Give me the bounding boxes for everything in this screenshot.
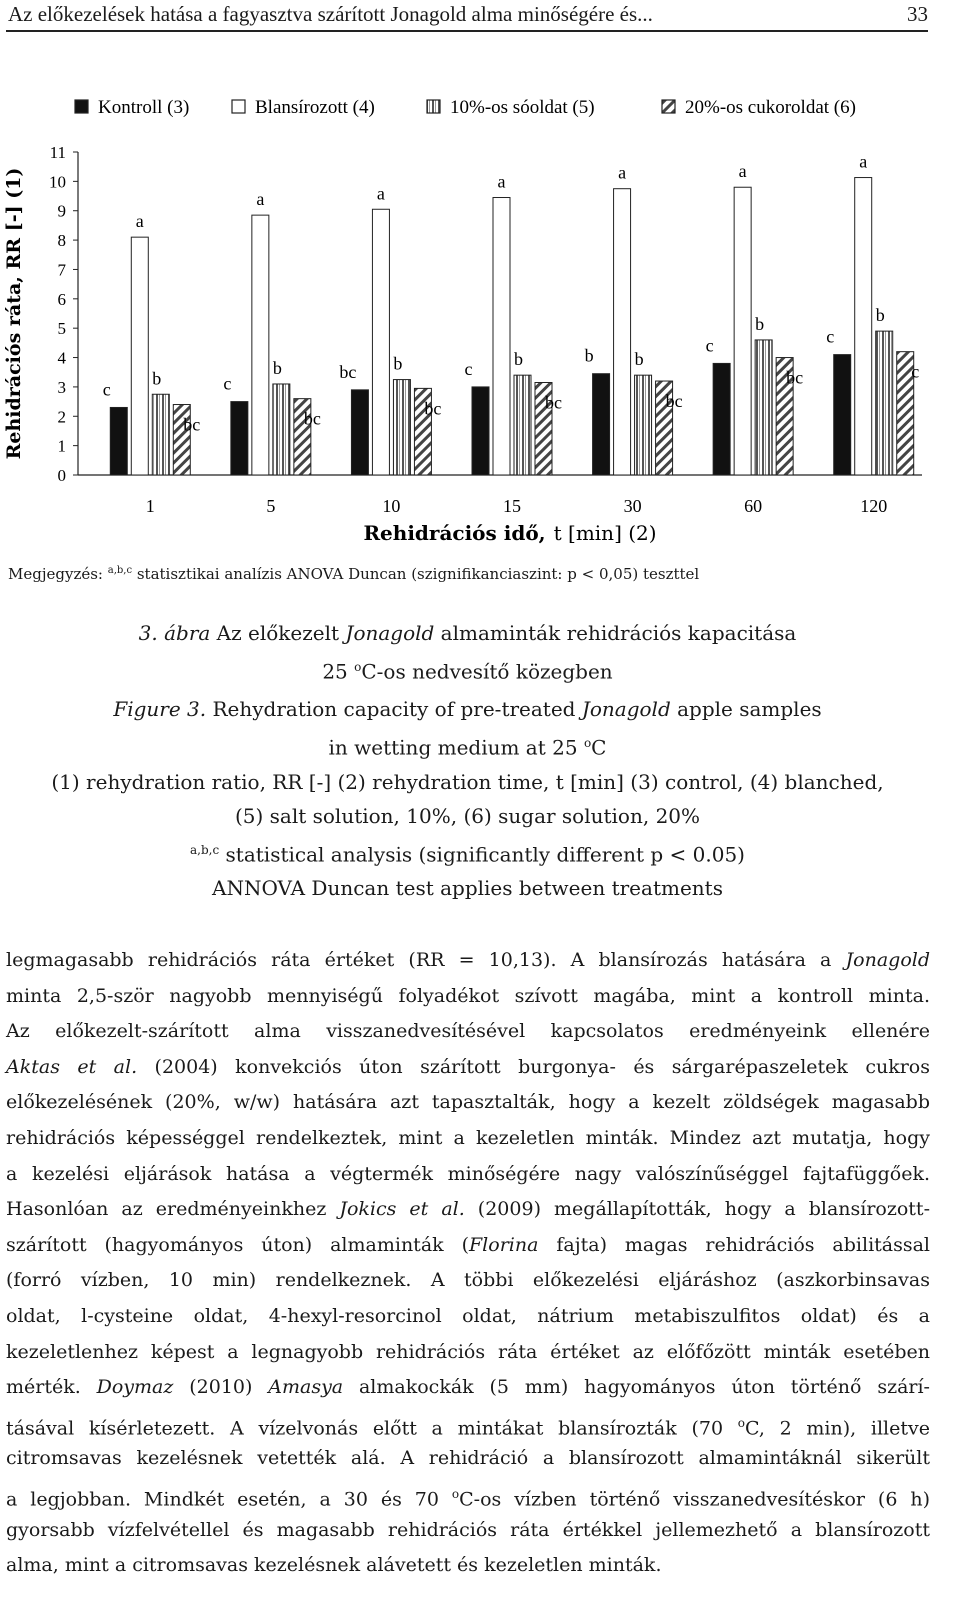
significance-label: b	[584, 345, 594, 366]
y-tick-label: 6	[57, 289, 66, 309]
legend-label: Blansírozott (4)	[255, 97, 375, 118]
significance-label: b	[272, 357, 282, 378]
significance-label: b	[634, 349, 644, 370]
x-tick-label: 10	[382, 496, 401, 516]
x-tick-label: 15	[503, 496, 521, 516]
text-line: citromsavas kezelésnek vetették alá. A rehidráció a blansírozott almamintáknál sikerült	[6, 1447, 930, 1470]
bar	[834, 355, 851, 475]
legend-label: 10%-os sóoldat (5)	[450, 97, 595, 118]
y-tick-label: 1	[57, 436, 66, 456]
significance-label: a	[135, 211, 144, 232]
x-tick-label: 5	[266, 496, 276, 516]
legend-item	[232, 97, 375, 118]
bar	[493, 198, 510, 475]
legend-label: Kontroll (3)	[98, 97, 190, 118]
figure-caption-en: Figure 3. Rehydration capacity of pre-treated Jonagold apple samples in wetting medium at 25 $^o$C (1) rehydration ratio, RR [-] (2) rehydration time, t [min] (3) control, (4) blanched, (5) salt solution, 10%, (6) sugar solution, 20% $^{a,b,c}$ statistical analysis (significantly different p < 0.05) ANNOVA Duncan test applies between treatments	[51, 697, 884, 901]
legend-swatch	[75, 100, 88, 113]
y-axis-label: Rehidrációs ráta, RR [-] (1)	[3, 167, 25, 460]
significance-label: b	[755, 313, 765, 334]
text-line: gyorsabb vízfelvétellel és magasabb rehidrációs ráta értékkel jellemezhető a blansírozott	[6, 1518, 930, 1541]
rehydration-bar-chart	[0, 80, 935, 550]
text-line: előkezelésének (20%, w/w) hatására azt tapasztalták, hogy a kezelt zöldségek magasabb	[6, 1091, 930, 1114]
significance-label: b	[393, 353, 403, 374]
significance-label: b	[875, 305, 885, 326]
figure-caption-hu: 3. ábra Az előkezelt Jonagold almaminták rehidrációs kapacitása 25 $^o$C-os nedvesítő közegben	[138, 621, 797, 684]
significance-label: bc	[665, 391, 683, 412]
text-line: Aktas et al. (2004) konvekciós úton szárított burgonya- és sárgarépaszeletek cukros	[6, 1055, 930, 1078]
x-axis-label: Rehidrációs idő, t [min] (2)	[363, 521, 657, 545]
bar-group-15	[465, 172, 563, 475]
x-tick-label: 1	[145, 496, 155, 516]
bar	[593, 374, 610, 475]
significance-label: c	[705, 335, 714, 356]
bar	[734, 187, 751, 475]
significance-label: a	[618, 162, 627, 183]
running-title: Az előkezelések hatása a fagyasztva szárított Jonagold alma minőségére és...	[8, 2, 653, 26]
significance-label: bc	[545, 392, 562, 413]
bar	[351, 390, 368, 475]
significance-label: b	[514, 349, 523, 370]
bar	[231, 402, 248, 475]
significance-label: c	[464, 358, 473, 379]
bar	[131, 237, 148, 475]
chart-legend	[75, 97, 856, 118]
body-text	[6, 943, 930, 1584]
running-header	[6, 0, 928, 32]
legend-item	[427, 97, 595, 118]
bar-group-5	[223, 189, 321, 475]
significance-label: bc	[183, 414, 201, 435]
bar-group-30	[585, 163, 683, 475]
bar	[372, 209, 389, 475]
significance-label: b	[152, 368, 162, 389]
y-tick-label: 7	[57, 260, 66, 280]
significance-label: bc	[303, 408, 321, 429]
y-tick-label: 8	[57, 231, 66, 251]
text-line: a kezelési eljárások hatása a végtermék minőségére nagy valószínűséggel fajtafüggőek.	[6, 1162, 930, 1185]
text-line: szárított (hagyományos úton) almaminták (Florina fajta) magas rehidrációs abilitással	[6, 1233, 931, 1256]
significance-label: c	[223, 373, 232, 394]
y-tick-label: 10	[49, 172, 66, 192]
x-tick-label: 60	[744, 496, 763, 516]
legend-item	[75, 97, 189, 118]
text-line: a legjobban. Mindkét esetén, a 30 és 70 $^o$C-os vízben történő visszanedvesítéskor (6 h)	[6, 1486, 931, 1511]
legend-swatch	[232, 100, 245, 113]
y-tick-label: 3	[57, 377, 66, 397]
x-tick-label: 30	[623, 496, 642, 516]
y-tick-label: 11	[49, 143, 66, 162]
y-tick-label: 4	[57, 348, 66, 368]
significance-label: bc	[786, 367, 804, 388]
text-line: kezeletlenhez képest a legnagyobb rehidrációs ráta értéket az előfőzött minták esetében	[6, 1340, 930, 1363]
legend-swatch	[662, 100, 675, 113]
y-tick-label: 9	[57, 201, 66, 221]
text-line: oldat, l-cysteine oldat, 4-hexyl-resorcinol oldat, nátrium metabiszulfitos oldat) és a	[6, 1304, 930, 1327]
text-line: Az előkezelt-szárított alma visszanedvesítésével kapcsolatos eredményeink ellenére	[6, 1020, 930, 1043]
chart-note: Megjegyzés: $^{a,b,c}$ statisztikai analízis ANOVA Duncan (szignifikanciaszint: p < 0,05) teszttel	[8, 565, 700, 583]
x-tick-label: 120	[860, 496, 888, 516]
bar-group-10	[339, 183, 441, 475]
significance-label: c	[911, 361, 920, 382]
text-line: (forró vízben, 10 min) rendelkeznek. A többi előkezelési eljáráshoz (aszkorbinsavas	[6, 1269, 930, 1292]
text-line: alma, mint a citromsavas kezelésnek alávetett és kezeletlen minták.	[6, 1554, 662, 1577]
bar	[713, 363, 730, 475]
significance-label: c	[102, 379, 111, 400]
significance-label: bc	[424, 398, 442, 419]
bar-groups	[103, 152, 919, 475]
bar	[855, 178, 872, 475]
bar-group-120	[826, 152, 919, 475]
significance-label: a	[738, 161, 747, 182]
bar	[635, 375, 652, 475]
bar	[152, 394, 169, 475]
bar	[252, 215, 269, 475]
legend-item	[662, 97, 856, 118]
y-tick-label: 2	[57, 407, 66, 427]
significance-label: a	[859, 151, 868, 172]
significance-label: bc	[339, 361, 357, 382]
bar	[755, 340, 772, 475]
text-line: legmagasabb rehidrációs ráta értéket (RR = 10,13). A blansírozás hatására a Jonagold	[6, 949, 930, 971]
x-axis	[146, 496, 887, 516]
bar	[514, 375, 531, 475]
bar	[876, 331, 893, 475]
significance-label: a	[497, 171, 506, 192]
text-line: minta 2,5-ször nagyobb mennyiségű folyadékot szívott magába, mint a kontroll minta.	[6, 984, 930, 1007]
text-line: Hasonlóan az eredményeinkhez Jokics et al. (2009) megállapították, hogy a blansírozott-	[6, 1198, 930, 1221]
bar-group-60	[706, 161, 804, 475]
bar	[273, 384, 290, 475]
page-number: 33	[907, 2, 928, 26]
significance-label: a	[256, 189, 265, 210]
y-tick-label: 0	[57, 466, 66, 485]
text-line: rehidrációs képességgel rendelkeztek, mint a kezeletlen minták. Mindez azt mutatja, hogy	[6, 1126, 930, 1149]
bar	[110, 407, 127, 475]
bar	[472, 387, 489, 475]
text-line: tásával kísérletezett. A vízelvonás előtt a mintákat blansírozták (70 $^o$C, 2 min), illetve	[6, 1415, 930, 1440]
legend-swatch	[427, 100, 440, 113]
y-tick-label: 5	[57, 319, 66, 339]
bar-group-1	[103, 211, 201, 475]
bar	[393, 380, 410, 475]
significance-label: a	[376, 183, 385, 204]
bar	[614, 189, 631, 475]
legend-label: 20%-os cukoroldat (6)	[685, 97, 856, 118]
text-line: mérték. Doymaz (2010) Amasya almakockák (5 mm) hagyományos úton történő szárí-	[6, 1376, 930, 1399]
significance-label: c	[826, 326, 835, 347]
